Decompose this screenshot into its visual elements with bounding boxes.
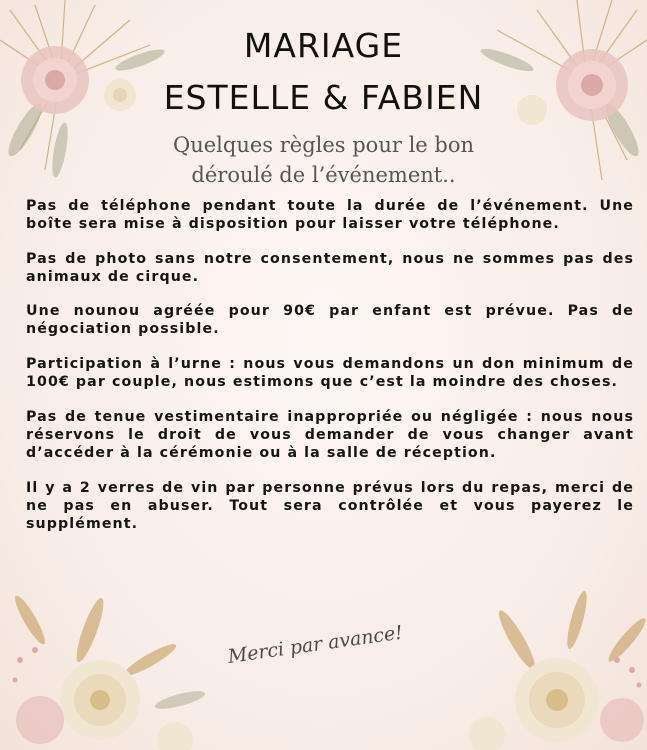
rules-list (26, 197, 634, 550)
rule-nanny: Une nounou agréée pour 90€ par enfant est prévue. Pas de négociation possible. (26, 303, 634, 337)
rule-dress-code: Pas de tenue vestimentaire inappropriée ou négligée : nous nous réservons le droit de vous demander de vous changer avant d’accéder à la cérémonie ou à la salle de réception. (26, 409, 634, 461)
subtitle-line-2: déroulé de l’événement.. (191, 163, 456, 187)
floral-decoration-bottom-left (0, 580, 230, 750)
title-line-1: MARIAGE (243, 26, 404, 65)
subtitle-line-1: Quelques règles pour le bon (173, 133, 474, 157)
floral-decoration-bottom-right (427, 580, 647, 750)
title-line-2: ESTELLE & FABIEN (163, 78, 484, 117)
rule-urn: Participation à l’urne : nous vous demandons un don minimum de 100€ par couple, nous estimons que c’est la moindre des choses. (26, 356, 634, 390)
closing-message: Merci par avance! (226, 621, 405, 668)
rule-photo: Pas de photo sans notre consentement, nous ne sommes pas des animaux de cirque. (26, 251, 634, 285)
rule-phone: Pas de téléphone pendant toute la durée de l’événement. Une boîte sera mise à disposition pour laisser votre téléphone. (26, 198, 634, 232)
rule-wine: Il y a 2 verres de vin par personne prévus lors du repas, merci de ne pas en abuser. Tout sera contrôlée et vous payerez le supplément. (26, 480, 634, 532)
